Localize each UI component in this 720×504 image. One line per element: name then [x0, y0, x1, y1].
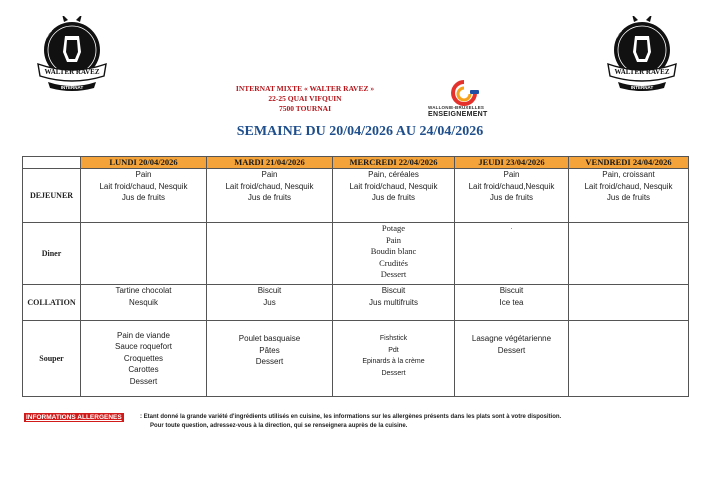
- menu-item: Jus de fruits: [371, 193, 416, 202]
- menu-item: Jus de fruits: [121, 193, 166, 202]
- day-header-monday: LUNDI 20/04/2026: [81, 157, 207, 169]
- logo-banner-text: WALTER RAVEZ: [44, 68, 100, 76]
- logo-banner-text: WALTER RAVEZ: [614, 68, 670, 76]
- menu-item: Pain: [385, 234, 402, 245]
- menu-cell: [207, 169, 333, 223]
- meal-label-dejeuner: DEJEUNER: [23, 169, 81, 223]
- menu-item: Fishstick: [379, 335, 408, 342]
- allergen-info-line2: Pour toute question, adressez-vous à la direction, qui se renseignera auprès de la cuisine.: [150, 423, 408, 429]
- menu-cell: [455, 169, 569, 223]
- meal-row-dejeuner: [23, 169, 689, 223]
- menu-cell: [207, 223, 333, 285]
- menu-cell: [207, 285, 333, 321]
- menu-item: Boudin blanc: [370, 246, 417, 256]
- menu-item: Sauce roquefort: [115, 342, 172, 352]
- menu-cell: [569, 223, 689, 285]
- corner-cell: [23, 157, 81, 169]
- logo-sub-text: INTERNAT: [630, 85, 654, 90]
- logo-sub-text: INTERNAT: [60, 85, 84, 90]
- address-name: INTERNAT MIXTE « WALTER RAVEZ »: [235, 84, 375, 93]
- menu-item: Biscuit: [381, 286, 406, 295]
- address-street: 22-25 QUAI VIFQUIN: [268, 94, 342, 103]
- walter-ravez-crest-icon: [34, 16, 110, 96]
- menu-cell: [81, 223, 207, 285]
- menu-item: Jus multifruits: [369, 297, 418, 307]
- menu-cell: [333, 285, 455, 321]
- menu-item: Pain, céréales: [368, 170, 419, 179]
- menu-item: Lait froid/chaud, Nesquik: [99, 181, 188, 191]
- menu-item: Jus: [263, 297, 276, 307]
- menu-item: Jus de fruits: [247, 193, 292, 202]
- menu-item: Pain: [135, 170, 152, 179]
- menu-item: Pâtes: [259, 345, 280, 355]
- logo-since-text: SINCE 1986: [43, 17, 61, 39]
- menu-item: Dessert: [381, 369, 406, 377]
- menu-item: Lait froid/chaud, Nesquik: [225, 181, 314, 191]
- day-header-wednesday: MERCREDI 22/04/2026: [333, 157, 455, 169]
- menu-cell: [333, 321, 455, 397]
- meal-row-souper: [23, 321, 689, 397]
- menu-item: Poulet basquaise: [238, 334, 301, 343]
- menu-cell: [569, 321, 689, 397]
- walter-ravez-crest-icon: [604, 16, 680, 96]
- menu-cell: [455, 321, 569, 397]
- wb-line1: WALLONIE-BRUXELLES: [428, 105, 485, 110]
- menu-table: [22, 156, 689, 397]
- menu-cell: [81, 169, 207, 223]
- menu-item: Tartine chocolat: [115, 286, 172, 295]
- menu-item: Lait froid/chaud, Nesquik: [584, 181, 673, 191]
- walter-ravez-logo-left: [34, 16, 110, 96]
- header-row: [23, 157, 689, 169]
- address-block: [200, 84, 410, 114]
- menu-cell: [569, 285, 689, 321]
- menu-cell: [207, 321, 333, 397]
- wallonie-bruxelles-logo: [428, 80, 508, 120]
- meal-label-collation: COLLATION: [23, 285, 81, 321]
- menu-cell: [455, 285, 569, 321]
- walter-ravez-logo-right: [604, 16, 680, 96]
- logo-since-text: SINCE 1986: [613, 17, 631, 39]
- menu-item: Ice tea: [499, 297, 524, 307]
- menu-item: Dessert: [380, 269, 407, 279]
- week-title: SEMAINE DU 20/04/2026 AU 24/04/2026: [236, 124, 484, 139]
- menu-item: Lasagne végétarienne: [471, 334, 552, 343]
- menu-item: Pain de viande: [117, 330, 170, 340]
- menu-item: Carottes: [128, 365, 159, 375]
- day-header-thursday: JEUDI 23/04/2026: [455, 157, 569, 169]
- day-header-tuesday: MARDI 21/04/2026: [207, 157, 333, 169]
- menu-item: Pain: [503, 170, 520, 179]
- wb-emblem-icon: [446, 80, 482, 106]
- menu-item: Dessert: [497, 345, 526, 355]
- menu-item: Crudités: [379, 257, 408, 268]
- menu-cell: [81, 285, 207, 321]
- menu-item: Croquettes: [123, 353, 164, 363]
- menu-cell: [81, 321, 207, 397]
- address-city: 7500 TOURNAI: [278, 104, 332, 113]
- stray-mark: ·: [510, 224, 513, 233]
- menu-cell: [333, 223, 455, 285]
- menu-item: Pdt: [388, 346, 399, 354]
- menu-item: Pain, croissant: [602, 170, 655, 179]
- menu-item: Dessert: [129, 376, 158, 386]
- meal-label-diner: Diner: [23, 223, 81, 285]
- menu-cell: [455, 223, 569, 285]
- wb-line2: ENSEIGNEMENT: [428, 111, 488, 118]
- menu-item: Epinards à la crème: [362, 358, 425, 365]
- menu-item: Pain: [261, 170, 278, 179]
- menu-item: Biscuit: [257, 286, 282, 295]
- menu-item: Biscuit: [499, 286, 524, 295]
- menu-item: Jus de fruits: [489, 193, 534, 202]
- menu-cell: [569, 169, 689, 223]
- menu-item: Jus de fruits: [606, 193, 651, 202]
- menu-item: Potage: [381, 223, 406, 233]
- allergen-info-line1: : Etant donné la grande variété d'ingrédients utilisés en cuisine, les informations sur les allergènes présents dans les plats sont à votre disposition.: [140, 414, 562, 420]
- menu-cell: [333, 169, 455, 223]
- meal-label-souper: Souper: [23, 321, 81, 397]
- menu-item: Lait froid/chaud,Nesquik: [468, 181, 555, 191]
- menu-item: Dessert: [255, 357, 284, 366]
- day-header-friday: VENDREDI 24/04/2026: [569, 157, 689, 169]
- allergen-info-label: INFORMATIONS ALLERGENES: [26, 414, 122, 421]
- meal-row-collation: [23, 285, 689, 321]
- menu-item: Lait froid/chaud, Nesquik: [349, 181, 438, 191]
- menu-item: Nesquik: [129, 297, 158, 307]
- meal-row-diner: [23, 223, 689, 285]
